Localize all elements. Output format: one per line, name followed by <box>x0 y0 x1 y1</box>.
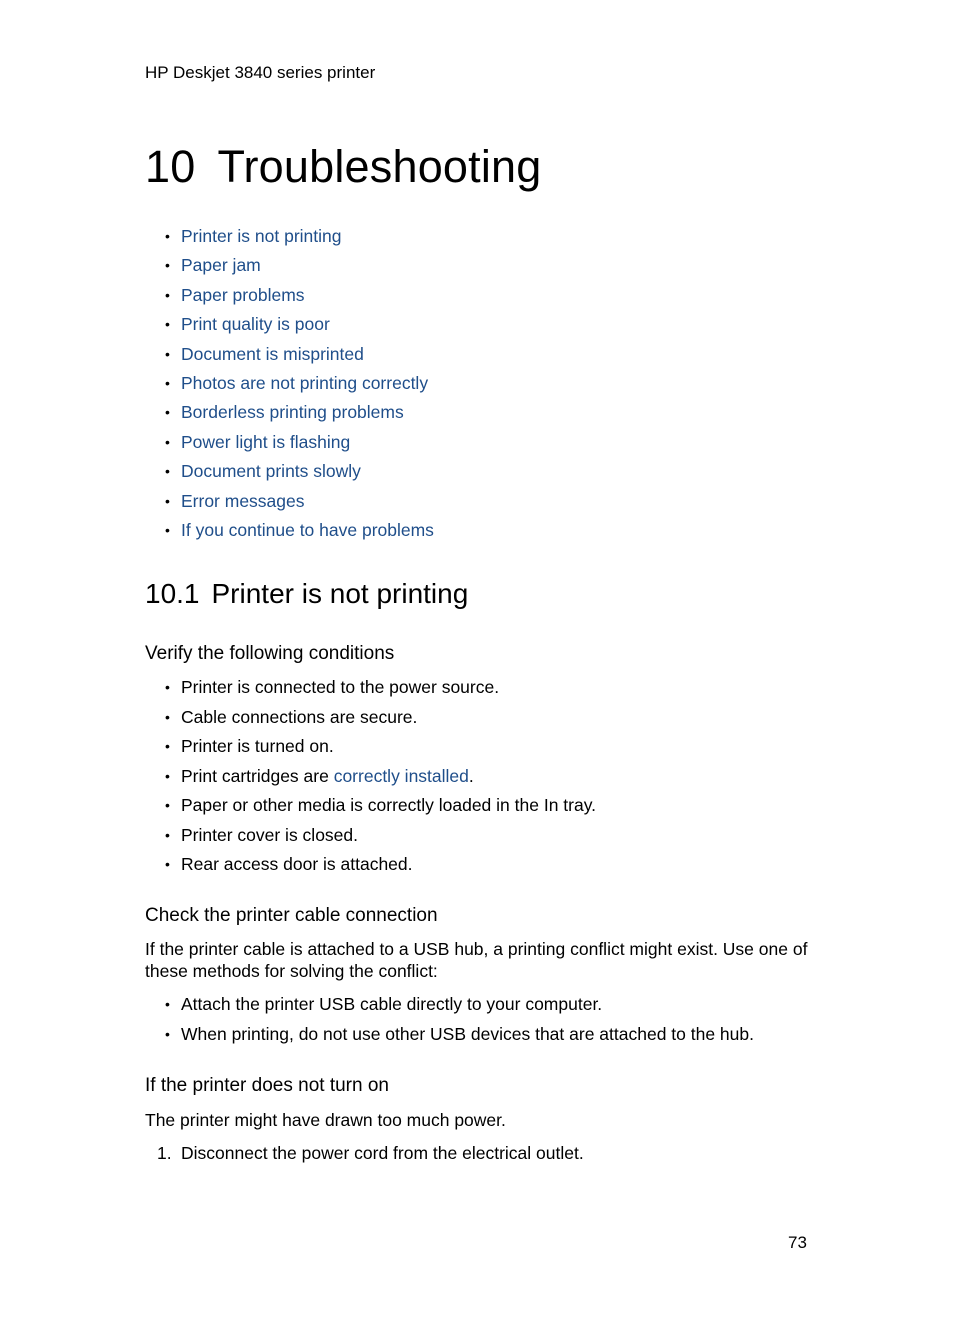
list-item: • Attach the printer USB cable directly to your computer. <box>145 993 754 1015</box>
correctly-installed-link[interactable]: correctly installed <box>333 765 469 786</box>
toc-item <box>145 519 434 541</box>
toc-item <box>145 254 434 276</box>
list-item: • Printer is connected to the power source. <box>145 676 596 698</box>
chapter-contents-list <box>145 225 434 541</box>
toc-item <box>145 284 434 306</box>
cartridge-text-end: . <box>468 765 474 786</box>
chapter-title-text: Troubleshooting <box>217 141 542 192</box>
toc-link-power-light[interactable]: Power light is flashing <box>181 431 351 452</box>
section-number: 10.1 <box>145 578 200 609</box>
list-item <box>145 1142 584 1164</box>
step-number: 1. <box>157 1143 172 1163</box>
list-item: • Printer cover is closed. <box>145 824 596 846</box>
toc-link-photos[interactable]: Photos are not printing correctly <box>181 372 429 393</box>
list-item: • Paper or other media is correctly loaded in the In tray. <box>145 794 596 816</box>
list-item: • Rear access door is attached. <box>145 853 596 875</box>
section-title <box>145 576 468 612</box>
power-intro: The printer might have drawn too much power. <box>145 1110 506 1130</box>
toc-link-continue-problems[interactable]: If you continue to have problems <box>181 519 434 540</box>
verify-conditions-list <box>145 676 596 875</box>
list-item: • When printing, do not use other USB devices that are attached to the hub. <box>145 1023 754 1045</box>
toc-link-paper-jam[interactable]: Paper jam <box>181 255 261 276</box>
cable-intro: If the printer cable is attached to a USB hub, a printing conflict might exist. Use one of these methods for solving the conflict: <box>145 939 808 981</box>
toc-link-document-misprinted[interactable]: Document is misprinted <box>181 343 364 364</box>
power-heading: If the printer does not turn on <box>145 1075 389 1096</box>
toc-item <box>145 372 434 394</box>
power-steps-list <box>145 1142 584 1164</box>
toc-link-borderless[interactable]: Borderless printing problems <box>181 402 404 423</box>
toc-link-paper-problems[interactable]: Paper problems <box>181 284 305 305</box>
toc-item <box>145 490 434 512</box>
section-title-text: Printer is not printing <box>211 578 469 609</box>
verify-heading: Verify the following conditions <box>145 643 395 664</box>
toc-item <box>145 401 434 423</box>
toc-item <box>145 460 434 482</box>
list-item <box>145 765 596 787</box>
chapter-number: 10 <box>145 141 196 192</box>
toc-item <box>145 343 434 365</box>
toc-link-printer-not-printing[interactable]: Printer is not printing <box>181 226 342 246</box>
toc-item <box>145 431 434 453</box>
toc-item <box>145 225 434 247</box>
list-item: • Cable connections are secure. <box>145 706 596 728</box>
toc-link-error-messages[interactable]: Error messages <box>181 490 305 511</box>
toc-link-prints-slowly[interactable]: Document prints slowly <box>181 461 361 482</box>
page-number: 73 <box>788 1233 807 1252</box>
cable-methods-list <box>145 993 754 1045</box>
step-text: Disconnect the power cord from the electrical outlet. <box>181 1143 584 1163</box>
chapter-title <box>145 140 542 194</box>
cable-heading: Check the printer cable connection <box>145 905 438 926</box>
toc-item <box>145 313 434 335</box>
cartridge-text: Print cartridges are <box>181 765 334 786</box>
running-head: HP Deskjet 3840 series printer <box>145 63 376 82</box>
toc-link-print-quality[interactable]: Print quality is poor <box>181 314 330 335</box>
list-item: • Printer is turned on. <box>145 735 596 757</box>
